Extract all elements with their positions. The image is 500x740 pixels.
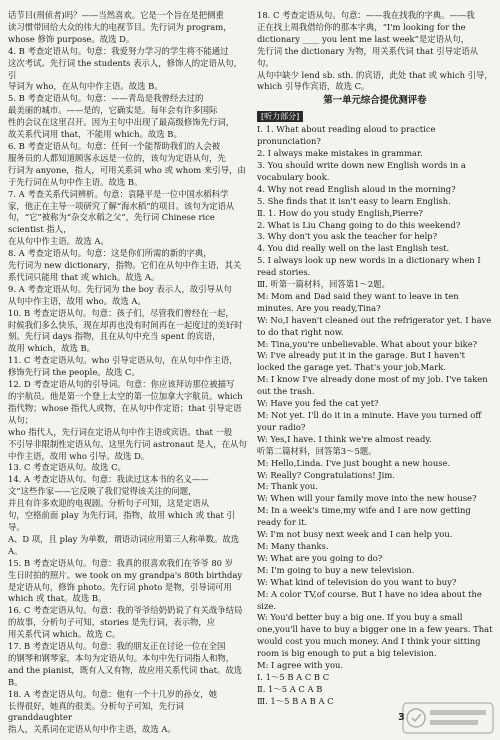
explanation-line: 13. C 考查定语从句。故选 C。	[8, 462, 126, 473]
transcript-line: M: In a week's time,my wife and I are now getting ready for it.	[257, 505, 471, 528]
explanation-line: 7. A 考查关系代词辨析。句意：袁隆平是一位中国水稻科学	[8, 188, 229, 199]
answer-row: Ⅱ. 1～5 A C A B	[257, 683, 323, 694]
explanation-line: and the pianist，既有人又有物，故应用关系代词 that。故选 B。	[8, 664, 243, 687]
explanation-line: 从句中缺少 lend sb. sth. 的宾语，此处 that 或 which 引导，	[257, 69, 493, 80]
explanation-line: 9. A 考查定语从句。先行词为 the boy 表示人，故引导从句	[8, 283, 232, 294]
explanation-line: 读习惯带回给大众的伟大的电视节目。先行词为 program，	[8, 21, 232, 32]
explanation-line: 4. B 考查定语从句。句意：我爱努力学习的学生将不能通过	[8, 45, 229, 56]
explanation-line: 生日时拍的照片。we took on my grandpa's 80th birthday	[8, 569, 243, 580]
transcript-line: Ⅱ. 1. How do you study English,Pierre?	[257, 207, 423, 218]
explanation-line: 句，空格前面 play 为先行词，指物，故用 which 或 that 引导。	[8, 510, 235, 532]
explanation-line: 12. D 考查定语从句的引导词。句意：你应该拜访那位被描写	[8, 379, 235, 390]
left-column	[8, 10, 249, 736]
transcript-line: 2. I always make mistakes in grammar.	[257, 148, 423, 159]
transcript-line: M: A color TV,of course. But I have no idea about the size.	[257, 588, 482, 611]
explanation-line: 5. B 考查定语从句。句意：——青岛是我曾经去过的	[8, 93, 204, 104]
explanation-line: 指人，关系词在定语从句中作主语，故选 A。	[8, 724, 176, 735]
explanation-line: 句，“它”被称为“杂交水稻之父”，先行词 Chinese rice scientist 指人，	[8, 212, 215, 235]
explanation-line: 18. C 考查定语从句。句意：——我在找我的字典。——我	[257, 10, 475, 20]
explanation-line: 文”这些作家——它反映了我们觉得该关注的问题，	[8, 486, 197, 497]
explanation-line: 16. C 考查定语从句。句意：我的爷爷给奶奶说了有关战争结局	[8, 605, 243, 616]
explanation-line: 服务员的人都知道顾客永远是一位的，该句为定语从句，先	[8, 152, 226, 163]
explanation-line: which 或 that。故选 B。	[8, 593, 107, 604]
section-title: 第一单元综合提优测评卷	[323, 95, 427, 107]
explanation-line: A、D 项，且 play 为单数，谓语动词应用第三人称单数。故选 A。	[8, 533, 240, 556]
explanation-line: 故关系代词用 that，不能用 which。故选 B。	[8, 129, 182, 140]
explanation-line: 中作主语，故用 who 引导。故选 D。	[8, 450, 150, 461]
explanation-line: which 引导作宾语，故选 C。	[257, 81, 370, 92]
explanation-line: 修饰先行词 the people。故选 C。	[8, 367, 140, 378]
page-number: 3	[398, 712, 405, 723]
listening-transcript	[257, 124, 493, 672]
explanation-line: 11. C 考查定语从句。who 引导定语从句，在从句中作主语，	[8, 355, 238, 366]
explanation-line: 的宇航员。他是第一个登上太空的第一位加拿大宇航员。which	[8, 391, 243, 401]
explanation-line: 的故事，分析句子可知，stories 是先行词，表示物，应	[8, 617, 216, 628]
transcript-line: W: Yes,I have. I think we're almost ready.	[257, 433, 432, 444]
explanation-line: 家，他正在主导一项研究了解“海水稻”的项目。该句为定语从	[8, 200, 235, 211]
transcript-line: M: Not yet. I'll do it in a minute. Have you turned off your radio?	[257, 410, 482, 432]
explanation-line: 导词为 who，在从句中作主语。故选 B。	[8, 81, 163, 92]
transcript-line: W: I've already put it in the garage. But I haven't locked the garage yet. That's your job,Mark.	[257, 350, 465, 373]
transcript-line: W: I'm not busy next week and I can help you.	[257, 529, 453, 540]
transcript-line: W: When will your family move into the new house?	[257, 493, 477, 504]
explanation-line: 正在找上周我借给你的那本字典，“I'm looking for the	[257, 21, 466, 32]
transcript-line: W: You'd better buy a big one. If you buy a small one,you'll have to buy a bigger one in a few years. That would cost you much money. And I think your sitting room is big enough to put a big television.	[257, 612, 493, 659]
transcript-line: M: Thank you.	[257, 481, 318, 492]
answer-explanations-top	[257, 10, 493, 93]
explanation-line: 是定语从句，修饰 photo。先行词 photo 是物，引导词可用	[8, 581, 232, 592]
answer-logo-icon	[402, 702, 494, 734]
explanation-line: 8. A 考查定语从句。句意：这是你们所需的新的字典，	[8, 248, 212, 259]
explanation-line: 故用 which，故选 B。	[8, 343, 96, 354]
listening-section-badge: [听力部分]	[257, 111, 303, 122]
transcript-line: W: Really? Congratulations! Jim.	[257, 469, 395, 480]
transcript-line: M: I know I've already done most of my job. I've taken out the trash.	[257, 374, 488, 397]
explanation-line: 18. A 考查定语从句。句意：他有一个十几岁的孙女，她	[8, 688, 217, 699]
explanation-line: who 指代人，先行词在定语从句中作主语或宾语。that 一般	[8, 426, 233, 437]
explanation-line: 先行词 the dictionary 为物，用关系代词 that 引导定语从句。	[257, 45, 479, 68]
transcript-line: M: Tina,you're unbelievable. What about your bike?	[257, 338, 478, 349]
explanation-line: 话节目(刑侦者)吗？——当然喜欢。它是一个旨在是把侧重	[8, 10, 224, 20]
explanation-line: 系代词只能用 that 或 which。故选 A。	[8, 271, 160, 282]
explanation-line: 不引导非限制性定语从句。这里先行词 astronaut 是人，在从句	[8, 438, 247, 449]
explanation-line: 10. B 考查定语从句。句意：孩子们，尽管我们曾经在一起，	[8, 307, 234, 318]
transcript-line: M: Mom and Dad said they want to leave in ten minutes. Are you ready,Tina?	[257, 290, 459, 313]
explanation-line: 15. B 考查定语从句。句意：我真的很喜欢我们在爷爷 80 岁	[8, 557, 234, 568]
transcript-line: W: Have you fed the cat yet?	[257, 398, 379, 409]
transcript-line: M: I'm going to buy a new television.	[257, 564, 415, 575]
explanation-line: 这次考试。先行词 the students 表示人，修饰人的定语从句，引	[8, 57, 243, 80]
explanation-line: 并且有许多欢迎的电视剧。分析句子可知，这是定语从	[8, 498, 209, 509]
explanation-line: whose 修饰 purpose。故选 D。	[8, 33, 135, 44]
explanation-line: 14. A 考查定语从句。句意：我读过这本书的名义——	[8, 474, 209, 485]
transcript-line: Ⅰ. 1. What about reading aloud to practice pronunciation?	[257, 124, 436, 147]
explanation-line: 长得很好，她真的很美。分析句子可知，先行词 granddaughter	[8, 700, 184, 723]
transcript-line: 听第二篇材料，回答第3～5题。	[257, 445, 377, 456]
transcript-line: M: Many thanks.	[257, 540, 329, 551]
transcript-line: 4. You did really well on the last English test.	[257, 243, 450, 254]
explanation-line: 在从句中作主语。故选 A。	[8, 236, 109, 247]
explanation-line: 用关系代词 which。故选 C。	[8, 629, 121, 640]
explanation-line: 6. B 考查定语从句。句意：任何一个能帮助我们的人会被	[8, 140, 221, 151]
answer-row: Ⅰ. 1～5 B A C B C	[257, 671, 330, 682]
transcript-line: W: What are you going to do?	[257, 552, 383, 563]
right-column	[257, 10, 493, 708]
explanation-line: 指代物；whose 指代人或物，在从句中作定语；that 引导定语从句；	[8, 402, 242, 425]
transcript-line: W: No,I haven't cleaned out the refrigerator yet. I have to do that right now.	[257, 314, 492, 337]
transcript-line: 3. You should write down new English words in a vocabulary book.	[257, 159, 466, 182]
explanation-line: 从句中作主语，故用 who。故选 A。	[8, 295, 146, 306]
explanation-line: 的钢琴和钢琴家，本句为定语从句。本句中先行词指人和物，	[8, 652, 235, 663]
transcript-line: 4. Why not read English aloud in the morning?	[257, 183, 456, 194]
transcript-line: W: What kind of television do you want to buy?	[257, 576, 457, 587]
explanation-line: 时候我们多么快乐，现在却再也没有时间再在一起度过的美好时	[8, 319, 243, 330]
explanation-line: dictionary ____ you lent me last week”是定语从句，	[257, 33, 470, 44]
transcript-line: M: Hello,Linda. I've just bought a new house.	[257, 457, 451, 468]
explanation-line: 先行词为 new dictionary，指物。它们在从句中作主语，其关	[8, 260, 242, 271]
explanation-line: 行词为 anyone，指人，可用关系词 who 或 whom 来引导，由	[8, 164, 246, 175]
explanation-line: 刻。先行词 days 指物，且在从句中充当 spent 的宾语，	[8, 331, 221, 342]
answer-row: Ⅲ. 1～5 B A B A C	[257, 695, 334, 706]
explanation-line: 最美丽的城市。——是的，它确实是。每年会有许多国际	[8, 105, 218, 116]
explanation-line: 性的会议在这里召开。因为主句中出现了最高级修饰先行词，	[8, 117, 235, 128]
explanation-line: 17. B 考查定语从句。句意：我的朋友正在讨论一位在全国	[8, 641, 226, 652]
transcript-line: M: I agree with you.	[257, 660, 344, 671]
transcript-line: 5. I always look up new words in a dictionary when I read stories.	[257, 255, 481, 278]
explanation-line: 于先行词在从句中作主语。故选 B。	[8, 176, 143, 187]
transcript-line: 3. Why don't you ask the teacher for help?	[257, 231, 438, 242]
transcript-line: 2. What is Liu Chang going to do this weekend?	[257, 219, 461, 230]
transcript-line: Ⅲ. 听第一篇材料，回答第1～2题。	[257, 279, 390, 290]
transcript-line: 5. She finds that it isn't easy to learn English.	[257, 195, 451, 206]
